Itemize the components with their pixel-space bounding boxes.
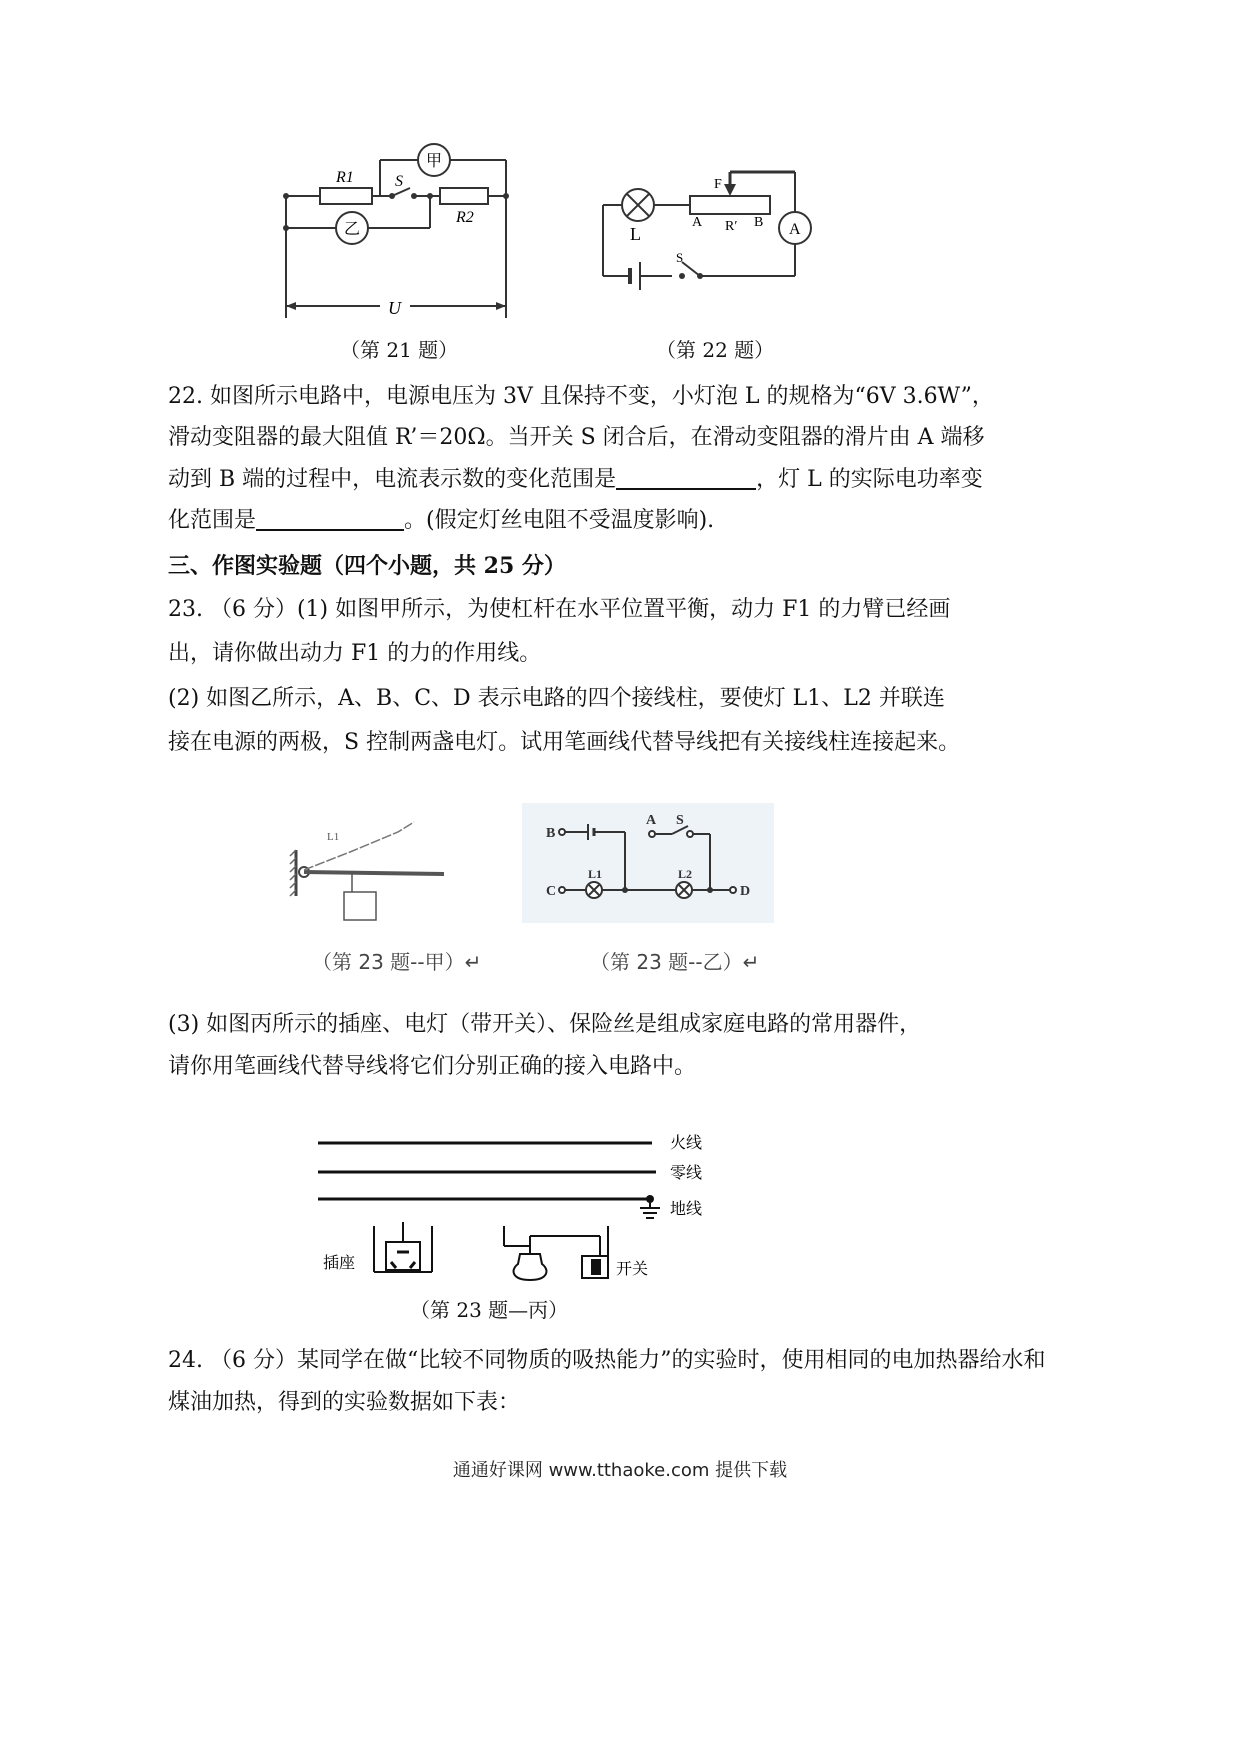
fig21-caption: （第 21 题） <box>340 338 459 362</box>
fig22-b-label: B <box>754 215 764 230</box>
q23-line-3: (2) 如图乙所示，A、B、C、D 表示电路的四个接线柱，要使灯 L1、L2 并联连 <box>168 686 945 711</box>
fig22-a-label: A <box>692 215 703 230</box>
fig22-r-label: R′ <box>725 219 738 234</box>
fig23b-l2-label: L2 <box>678 867 693 881</box>
q22-line-4-end: 。(假定灯丝电阻不受温度影响). <box>404 508 715 533</box>
socket-label: 插座 <box>323 1255 356 1272</box>
fig21-meter-yi: 乙 <box>344 221 361 238</box>
fig23b-b-label: B <box>546 826 556 841</box>
fig23a-l1-label: L1 <box>327 831 340 843</box>
fig22-caption: （第 22 题） <box>656 338 775 362</box>
q24-line-2: 煤油加热，得到的实验数据如下表： <box>168 1390 521 1415</box>
q23-line-4: 接在电源的两极，S 控制两盏电灯。试用笔画线代替导线把有关接线柱连接起来。 <box>168 730 961 755</box>
fig21-r2-label: R2 <box>456 209 474 226</box>
switch-label: 开关 <box>616 1261 649 1278</box>
fig23b-s-label: S <box>676 813 684 828</box>
section-3-heading: 三、作图实验题（四个小题，共 25 分） <box>168 553 566 579</box>
q22-line-3-end: ，灯 L 的实际电功率变 <box>756 467 983 492</box>
fig22-f-label: F <box>714 177 722 192</box>
fig23b-caption: （第 23 题--乙）↵ <box>590 950 760 974</box>
fig23a-caption: （第 23 题--甲）↵ <box>312 950 482 974</box>
live-wire-label: 火线 <box>670 1135 703 1152</box>
q22-line-1: 22. 如图所示电路中，电源电压为 3V 且保持不变，小灯泡 L 的规格为“6V 3.6W”， <box>168 384 994 409</box>
fig23b-d-label: D <box>740 884 751 899</box>
fig23c-caption: （第 23 题—丙） <box>410 1298 569 1322</box>
fig22-ammeter-label: A <box>789 221 801 238</box>
q23-line-1: 23. （6 分）(1) 如图甲所示，为使杠杆在水平位置平衡，动力 F1 的力臂已经画 <box>168 597 951 622</box>
page-footer: 通通好课网 www.tthaoke.com 提供下载 <box>452 1460 788 1481</box>
fig21-meter-jia: 甲 <box>426 153 443 170</box>
q23-line-5: (3) 如图丙所示的插座、电灯（带开关）、保险丝是组成家庭电路的常用器件， <box>168 1012 922 1037</box>
fig23b-c-label: C <box>546 884 557 899</box>
q22-line-2: 滑动变阻器的最大阻值 R’＝20Ω。当开关 S 闭合后，在滑动变阻器的滑片由 A 端移 <box>168 425 985 450</box>
fig21-s-label: S <box>395 173 403 190</box>
fig23b-l1-label: L1 <box>588 867 603 881</box>
fig21-r1-label: R1 <box>336 169 354 186</box>
fig23b-a-label: A <box>646 813 657 828</box>
fig22-l-label: L <box>630 224 641 244</box>
fig22-s-label: S <box>676 250 684 265</box>
fig21-u-label: U <box>388 298 401 318</box>
neutral-wire-label: 零线 <box>670 1165 703 1182</box>
q22-line-3-start: 动到 B 端的过程中，电流表示数的变化范围是 <box>168 467 617 492</box>
q23-line-2: 出，请你做出动力 F1 的力的作用线。 <box>168 641 542 666</box>
q23-line-6: 请你用笔画线代替导线将它们分别正确的接入电路中。 <box>168 1054 697 1079</box>
q22-line-4-start: 化范围是 <box>168 508 257 533</box>
q24-line-1: 24. （6 分）某同学在做“比较不同物质的吸热能力”的实验时，使用相同的电加热器给水和 <box>168 1348 1046 1373</box>
ground-wire-label: 地线 <box>670 1201 703 1218</box>
